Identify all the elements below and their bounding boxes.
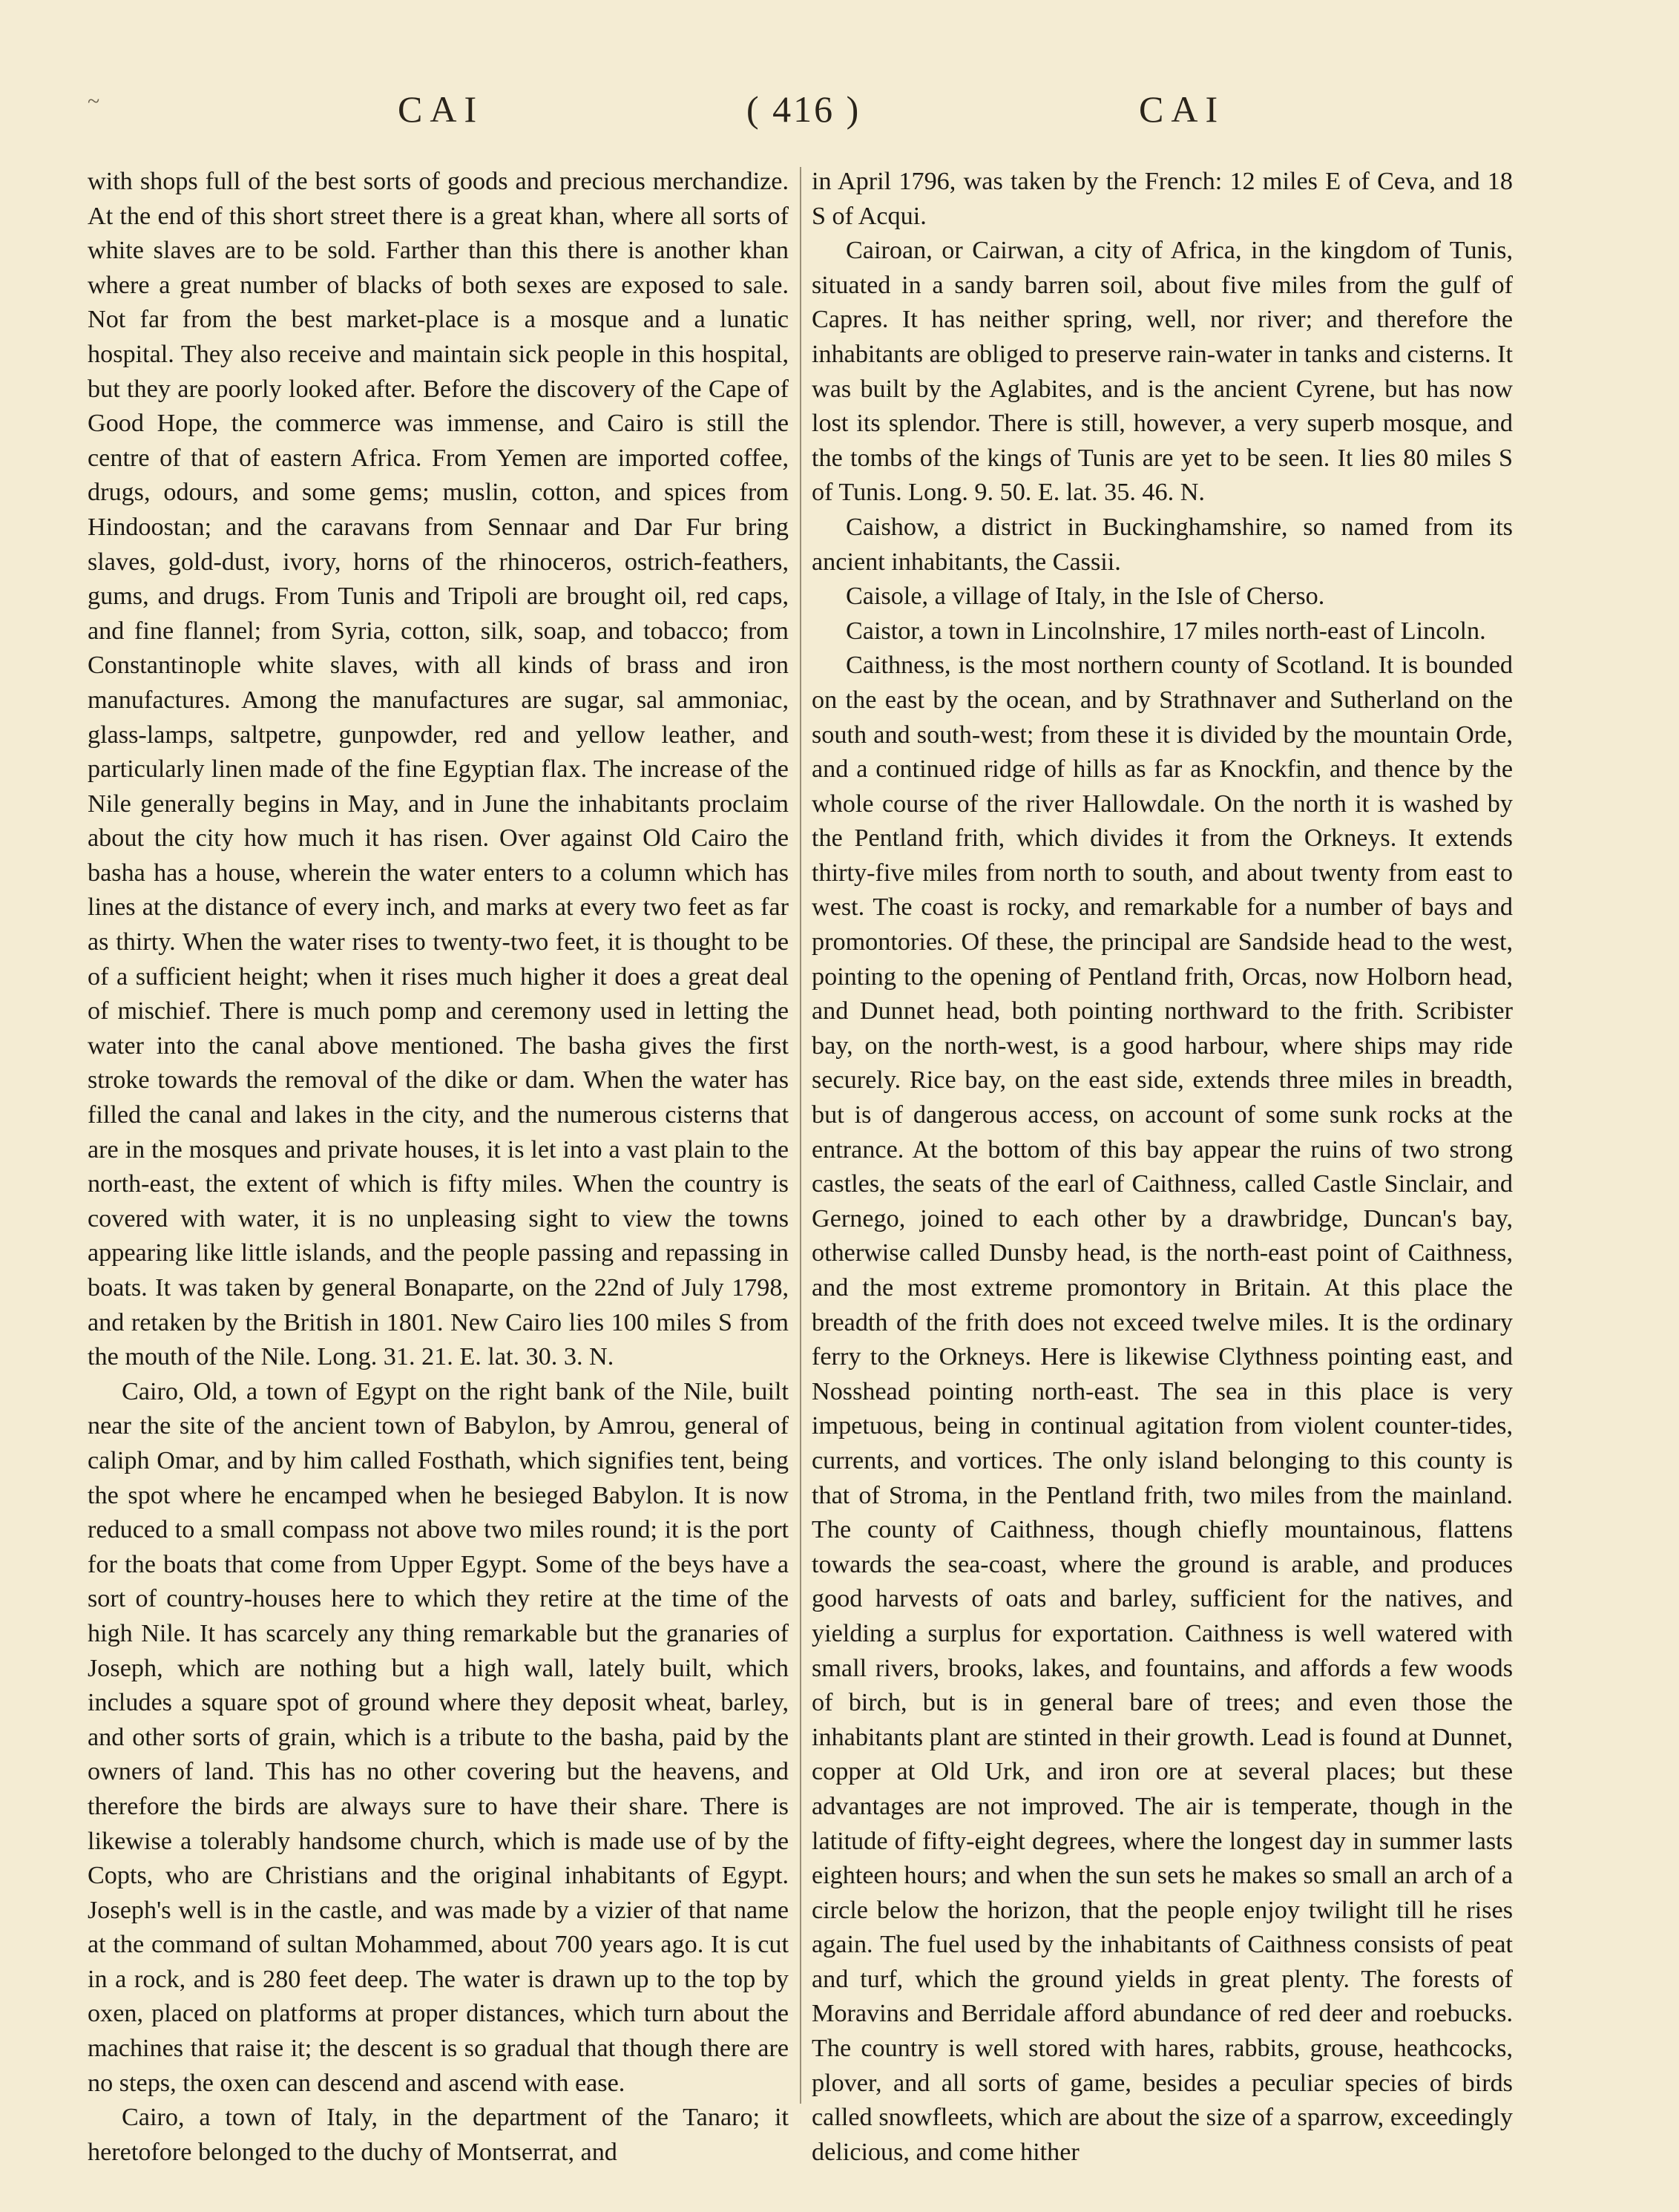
paragraph: Cairo, a town of Italy, in the department of the Tanaro; it heretofore belonged to the duchy of Montserrat, and (88, 2104, 789, 2166)
paragraph: with shops full of the best sorts of goods and precious merchandize. At the end of this short street there is a great khan, where all sorts of white slaves are to be sold. Farther than this there is another khan where a great number of blacks of both sexes are exposed to sale. Not far from the best market-place is a mosque and a lunatic hospital. They also receive and maintain sick people in this hospital, but they are poorly looked after. Before the discovery of the Cape of Good Hope, the commerce was immense, and Cairo is still the centre of that of eastern Africa. From Yemen are imported coffee, drugs, odours, and some gems; muslin, cotton, and spices from Hindoostan; and the caravans from Sennaar and Dar Fur bring slaves, gold-dust, ivory, horns of the rhinoceros, ostrich-feathers, gums, and drugs. From Tunis and Tripoli are brought oil, red caps, and fine flannel; from Syria, cotton, silk, soap, and tobacco; from Constantinople white slaves, with all kinds of brass and iron manufactures. Among the manufactures are sugar, sal ammoniac, glass-lamps, saltpetre, gunpowder, red and yellow leather, and particularly linen made of the fine Egyptian flax. The increase of the Nile generally begins in May, and in June the inhabitants proclaim about the city how much it has risen. Over against Old Cairo the basha has a house, wherein the water enters to a column which has lines at the distance of every inch, and marks at every two feet as far as thirty. When the water rises to twenty-two feet, it is thought to be of a sufficient height; when it rises much higher it does a great deal of mischief. There is much pomp and ceremony used in letting the water into the canal above mentioned. The basha gives the first stroke towards the removal of the dike or dam. When the water has filled the canal and lakes in the city, and the numerous cisterns that are in the mosques and private houses, it is let into a vast plain to the north-east, the extent of which is fifty miles. When the country is covered with water, it is no unpleasing sight to view the towns appearing like little islands, and the people passing and repassing in boats. It was taken by general Bonaparte, on the 22nd of July 1798, and retaken by the British in 1801. New Cairo lies 100 miles S from the mouth of the Nile. Long. 31. 21. E. lat. 30. 3. N. (88, 168, 789, 1371)
paragraph: Cairo, Old, a town of Egypt on the right bank of the Nile, built near the site of the ancient town of Babylon, by Amrou, general of caliph Omar, and by him called Fosthath, which signifies tent, being the spot where he encamped when he besieged Babylon. It is now reduced to a small compass not above two miles round; it is the port for the boats that come from Upper Egypt. Some of the beys have a sort of country-houses here to which they retire at the time of the high Nile. It has scarcely any thing remarkable but the granaries of Joseph, which are nothing but a high wall, lately built, which includes a square spot of ground where they deposit wheat, barley, and other sorts of grain, which is a tribute to the basha, paid by the owners of land. This has no other covering but the heavens, and therefore the birds are always sure to have their share. There is likewise a tolerably handsome church, which is made use of by the Copts, who are Christians and the original inhabitants of Egypt. Joseph's well is in the castle, and was made by a vizier of that name at the command of sultan Mohammed, about 700 years ago. It is cut in a rock, and is 280 feet deep. The water is drawn up to the top by oxen, placed on platforms at proper distances, which turn about the machines that raise it; the descent is so gradual that though there are no steps, the oxen can descend and ascend with ease. (88, 1377, 789, 2097)
page-smudge-mark: ~ (88, 89, 100, 114)
paragraph: Caishow, a district in Buckinghamshire, so named from its ancient inhabitants, the Cassii. (812, 513, 1513, 576)
header-left: CAI (398, 88, 484, 130)
paragraph: Caisole, a village of Italy, in the Isle of Cherso. (846, 582, 1325, 611)
left-column (88, 165, 789, 2170)
page-number: ( 416 ) (746, 88, 861, 130)
paragraph: in April 1796, was taken by the French: 12 miles E of Ceva, and 18 S of Acqui. (812, 168, 1513, 230)
column-divider (800, 167, 801, 2104)
right-column (812, 165, 1513, 2170)
paragraph: Caistor, a town in Lincolnshire, 17 miles north-east of Lincoln. (846, 617, 1486, 645)
running-header (0, 88, 1679, 147)
header-right: CAI (1139, 88, 1226, 130)
paragraph: Caithness, is the most northern county of Scotland. It is bounded on the east by the ocean, and by Strathnaver and Sutherland on the south and south-west; from these it is divided by the mountain Orde, and a continued ridge of hills as far as Knockfin, and thence by the whole course of the river Hallowdale. On the north it is washed by the Pentland frith, which divides it from the Orkneys. It extends thirty-five miles from north to south, and about twenty from east to west. The coast is rocky, and remarkable for a number of bays and promontories. Of these, the principal are Sandside head to the west, pointing to the opening of Pentland frith, Orcas, now Holborn head, and Dunnet head, both pointing northward to the frith. Scribister bay, on the north-west, is a good harbour, where ships may ride securely. Rice bay, on the east side, extends three miles in breadth, but is of dangerous access, on account of some sunk rocks at the entrance. At the bottom of this bay appear the ruins of two strong castles, the seats of the earl of Caithness, called Castle Sinclair, and Gernego, joined to each other by a drawbridge, Duncan's bay, otherwise called Dunsby head, is the north-east point of Caithness, and the most extreme promontory in Britain. At this place the breadth of the frith does not exceed twelve miles. It is the ordinary ferry to the Orkneys. Here is likewise Clythness pointing east, and Nosshead pointing north-east. The sea in this place is very impetuous, being in continual agitation from violent counter-tides, currents, and vortices. The only island belonging to this county is that of Stroma, in the Pentland frith, two miles from the mainland. The county of Caithness, though chiefly mountainous, flattens towards the sea-coast, where the ground is arable, and produces good harvests of oats and barley, sufficient for the natives, and yielding a surplus for exportation. Caithness is well watered with small rivers, brooks, lakes, and fountains, and affords a few woods of birch, but is in general bare of trees; and even those the inhabitants plant are stinted in their growth. Lead is found at Dunnet, copper at Old Urk, and iron ore at several places; but these advantages are not improved. The air is temperate, though in the latitude of fifty-eight degrees, where the longest day in summer lasts eighteen hours; and when the sun sets he makes so small an arch of a circle below the horizon, that the people enjoy twilight till he rises again. The fuel used by the inhabitants of Caithness consists of peat and turf, which the ground yields in great plenty. The forests of Moravins and Berridale afford abundance of red deer and roebucks. The country is well stored with hares, rabbits, grouse, heathcocks, plover, and all sorts of game, besides a peculiar species of birds called snowfleets, which are about the size of a sparrow, exceedingly delicious, and come hither (812, 652, 1513, 2166)
paragraph: Cairoan, or Cairwan, a city of Africa, in the kingdom of Tunis, situated in a sandy barren soil, about five miles from the gulf of Capres. It has neither spring, well, nor river; and therefore the inhabitants are obliged to preserve rain-water in tanks and cisterns. It was built by the Aglabites, and is the ancient Cyrene, but has now lost its splendor. There is still, however, a very superb mosque, and the tombs of the kings of Tunis are yet to be seen. It lies 80 miles S of Tunis. Long. 9. 50. E. lat. 35. 46. N. (812, 237, 1513, 507)
